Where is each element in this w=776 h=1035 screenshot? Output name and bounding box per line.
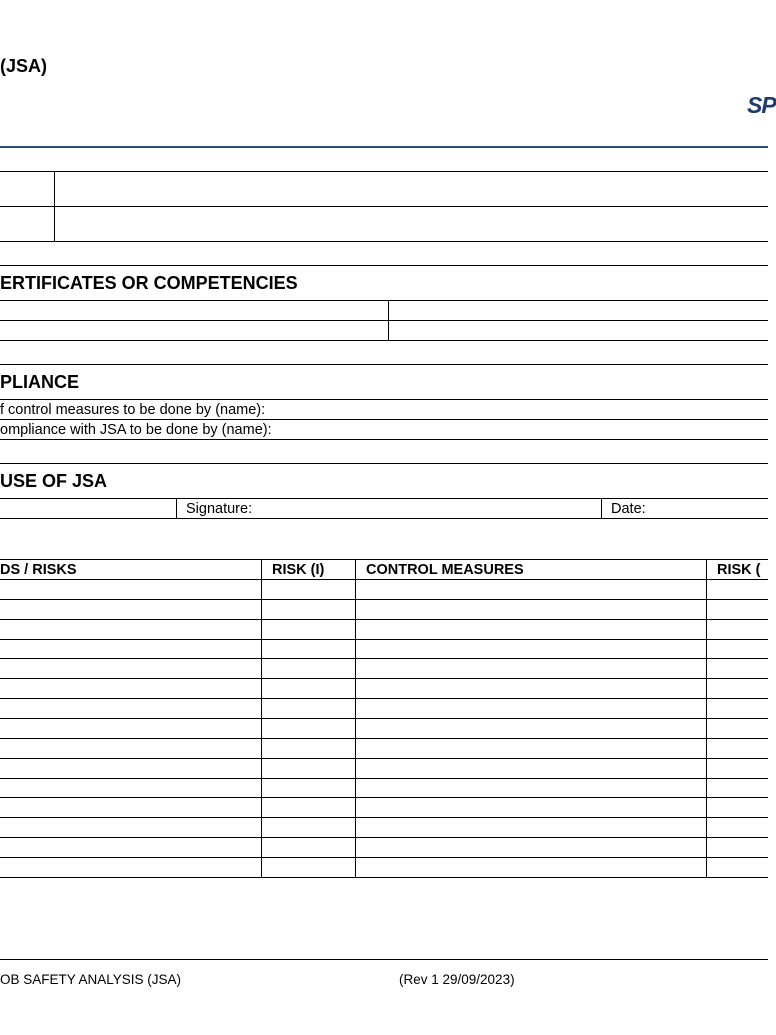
table-cell[interactable] — [357, 600, 705, 618]
header-risk-residual: RISK ( — [717, 562, 761, 578]
control-measures-check-label: f control measures to be done by (name): — [0, 402, 266, 418]
table-cell[interactable] — [357, 620, 705, 638]
footer-revision: (Rev 1 29/09/2023) — [399, 972, 515, 987]
table-cell[interactable] — [263, 739, 354, 757]
job-info-field[interactable] — [56, 172, 768, 205]
table-cell[interactable] — [0, 659, 260, 677]
table-cell[interactable] — [708, 620, 768, 638]
table-cell[interactable] — [263, 679, 354, 697]
table-cell[interactable] — [357, 679, 705, 697]
table-cell[interactable] — [0, 620, 260, 638]
table-cell[interactable] — [263, 838, 354, 856]
certificates-heading: ERTIFICATES OR COMPETENCIES — [0, 273, 298, 293]
certificate-field[interactable] — [0, 301, 387, 319]
table-cell[interactable] — [357, 798, 705, 816]
jsa-compliance-check-label: ompliance with JSA to be done by (name): — [0, 422, 272, 438]
table-cell[interactable] — [0, 838, 260, 856]
table-cell[interactable] — [357, 818, 705, 836]
table-cell[interactable] — [708, 640, 768, 658]
table-cell[interactable] — [708, 679, 768, 697]
table-cell[interactable] — [708, 600, 768, 618]
table-border — [0, 241, 768, 242]
section-border — [0, 364, 768, 365]
table-cell[interactable] — [357, 779, 705, 797]
table-cell[interactable] — [708, 759, 768, 777]
certificate-field[interactable] — [0, 321, 387, 339]
header-control-measures: CONTROL MEASURES — [366, 562, 524, 578]
company-logo: SP — [747, 92, 776, 118]
compliance-heading: PLIANCE — [0, 372, 80, 392]
table-border — [0, 419, 768, 420]
table-cell[interactable] — [263, 798, 354, 816]
section-border — [0, 265, 768, 266]
table-cell[interactable] — [0, 739, 260, 757]
table-cell[interactable] — [0, 600, 260, 618]
certificate-field[interactable] — [390, 321, 768, 339]
name-field[interactable] — [0, 499, 175, 517]
table-cell[interactable] — [708, 818, 768, 836]
table-cell[interactable] — [263, 699, 354, 717]
table-border — [0, 399, 768, 400]
table-cell[interactable] — [263, 759, 354, 777]
table-cell[interactable] — [0, 759, 260, 777]
use-of-jsa-heading: USE OF JSA — [0, 471, 108, 491]
table-cell[interactable] — [263, 580, 354, 598]
table-cell[interactable] — [357, 739, 705, 757]
date-label: Date: — [611, 501, 646, 517]
header-hazards-risks: DS / RISKS — [0, 562, 77, 578]
certificate-field[interactable] — [390, 301, 768, 319]
table-cell[interactable] — [708, 719, 768, 737]
table-cell[interactable] — [708, 699, 768, 717]
column-divider — [388, 300, 389, 340]
table-cell[interactable] — [357, 759, 705, 777]
table-cell[interactable] — [708, 659, 768, 677]
signature-label: Signature: — [186, 501, 253, 517]
date-field[interactable] — [652, 499, 768, 517]
table-cell[interactable] — [357, 858, 705, 876]
table-border — [0, 340, 768, 341]
table-border — [0, 439, 768, 440]
table-cell[interactable] — [357, 580, 705, 598]
table-cell[interactable] — [708, 858, 768, 876]
document-title: (JSA) — [0, 56, 48, 76]
table-cell[interactable] — [263, 858, 354, 876]
footer-document-name: OB SAFETY ANALYSIS (JSA) — [0, 972, 182, 987]
signature-field[interactable] — [262, 499, 600, 517]
column-divider — [54, 171, 55, 241]
table-cell[interactable] — [708, 739, 768, 757]
table-cell[interactable] — [357, 719, 705, 737]
table-cell[interactable] — [263, 600, 354, 618]
table-cell[interactable] — [0, 679, 260, 697]
table-cell[interactable] — [0, 580, 260, 598]
table-cell[interactable] — [708, 838, 768, 856]
table-cell[interactable] — [708, 798, 768, 816]
table-cell[interactable] — [0, 719, 260, 737]
table-cell[interactable] — [0, 798, 260, 816]
table-cell[interactable] — [263, 818, 354, 836]
table-row-border — [0, 877, 768, 878]
table-border — [0, 559, 768, 560]
table-cell[interactable] — [357, 659, 705, 677]
table-cell[interactable] — [0, 640, 260, 658]
section-border — [0, 463, 768, 464]
table-cell[interactable] — [0, 779, 260, 797]
header-risk-initial: RISK (I) — [272, 562, 325, 578]
table-border — [0, 518, 768, 519]
table-cell[interactable] — [263, 640, 354, 658]
job-info-field[interactable] — [56, 207, 768, 240]
table-cell[interactable] — [0, 858, 260, 876]
table-cell[interactable] — [263, 620, 354, 638]
table-cell[interactable] — [263, 659, 354, 677]
table-cell[interactable] — [263, 779, 354, 797]
table-cell[interactable] — [357, 640, 705, 658]
table-cell[interactable] — [708, 779, 768, 797]
table-cell[interactable] — [263, 719, 354, 737]
table-cell[interactable] — [708, 580, 768, 598]
header-divider — [0, 146, 768, 148]
table-cell[interactable] — [357, 699, 705, 717]
table-cell[interactable] — [0, 818, 260, 836]
footer-divider — [0, 959, 768, 960]
column-divider — [601, 498, 602, 518]
table-cell[interactable] — [357, 838, 705, 856]
column-divider — [176, 498, 177, 518]
table-cell[interactable] — [0, 699, 260, 717]
